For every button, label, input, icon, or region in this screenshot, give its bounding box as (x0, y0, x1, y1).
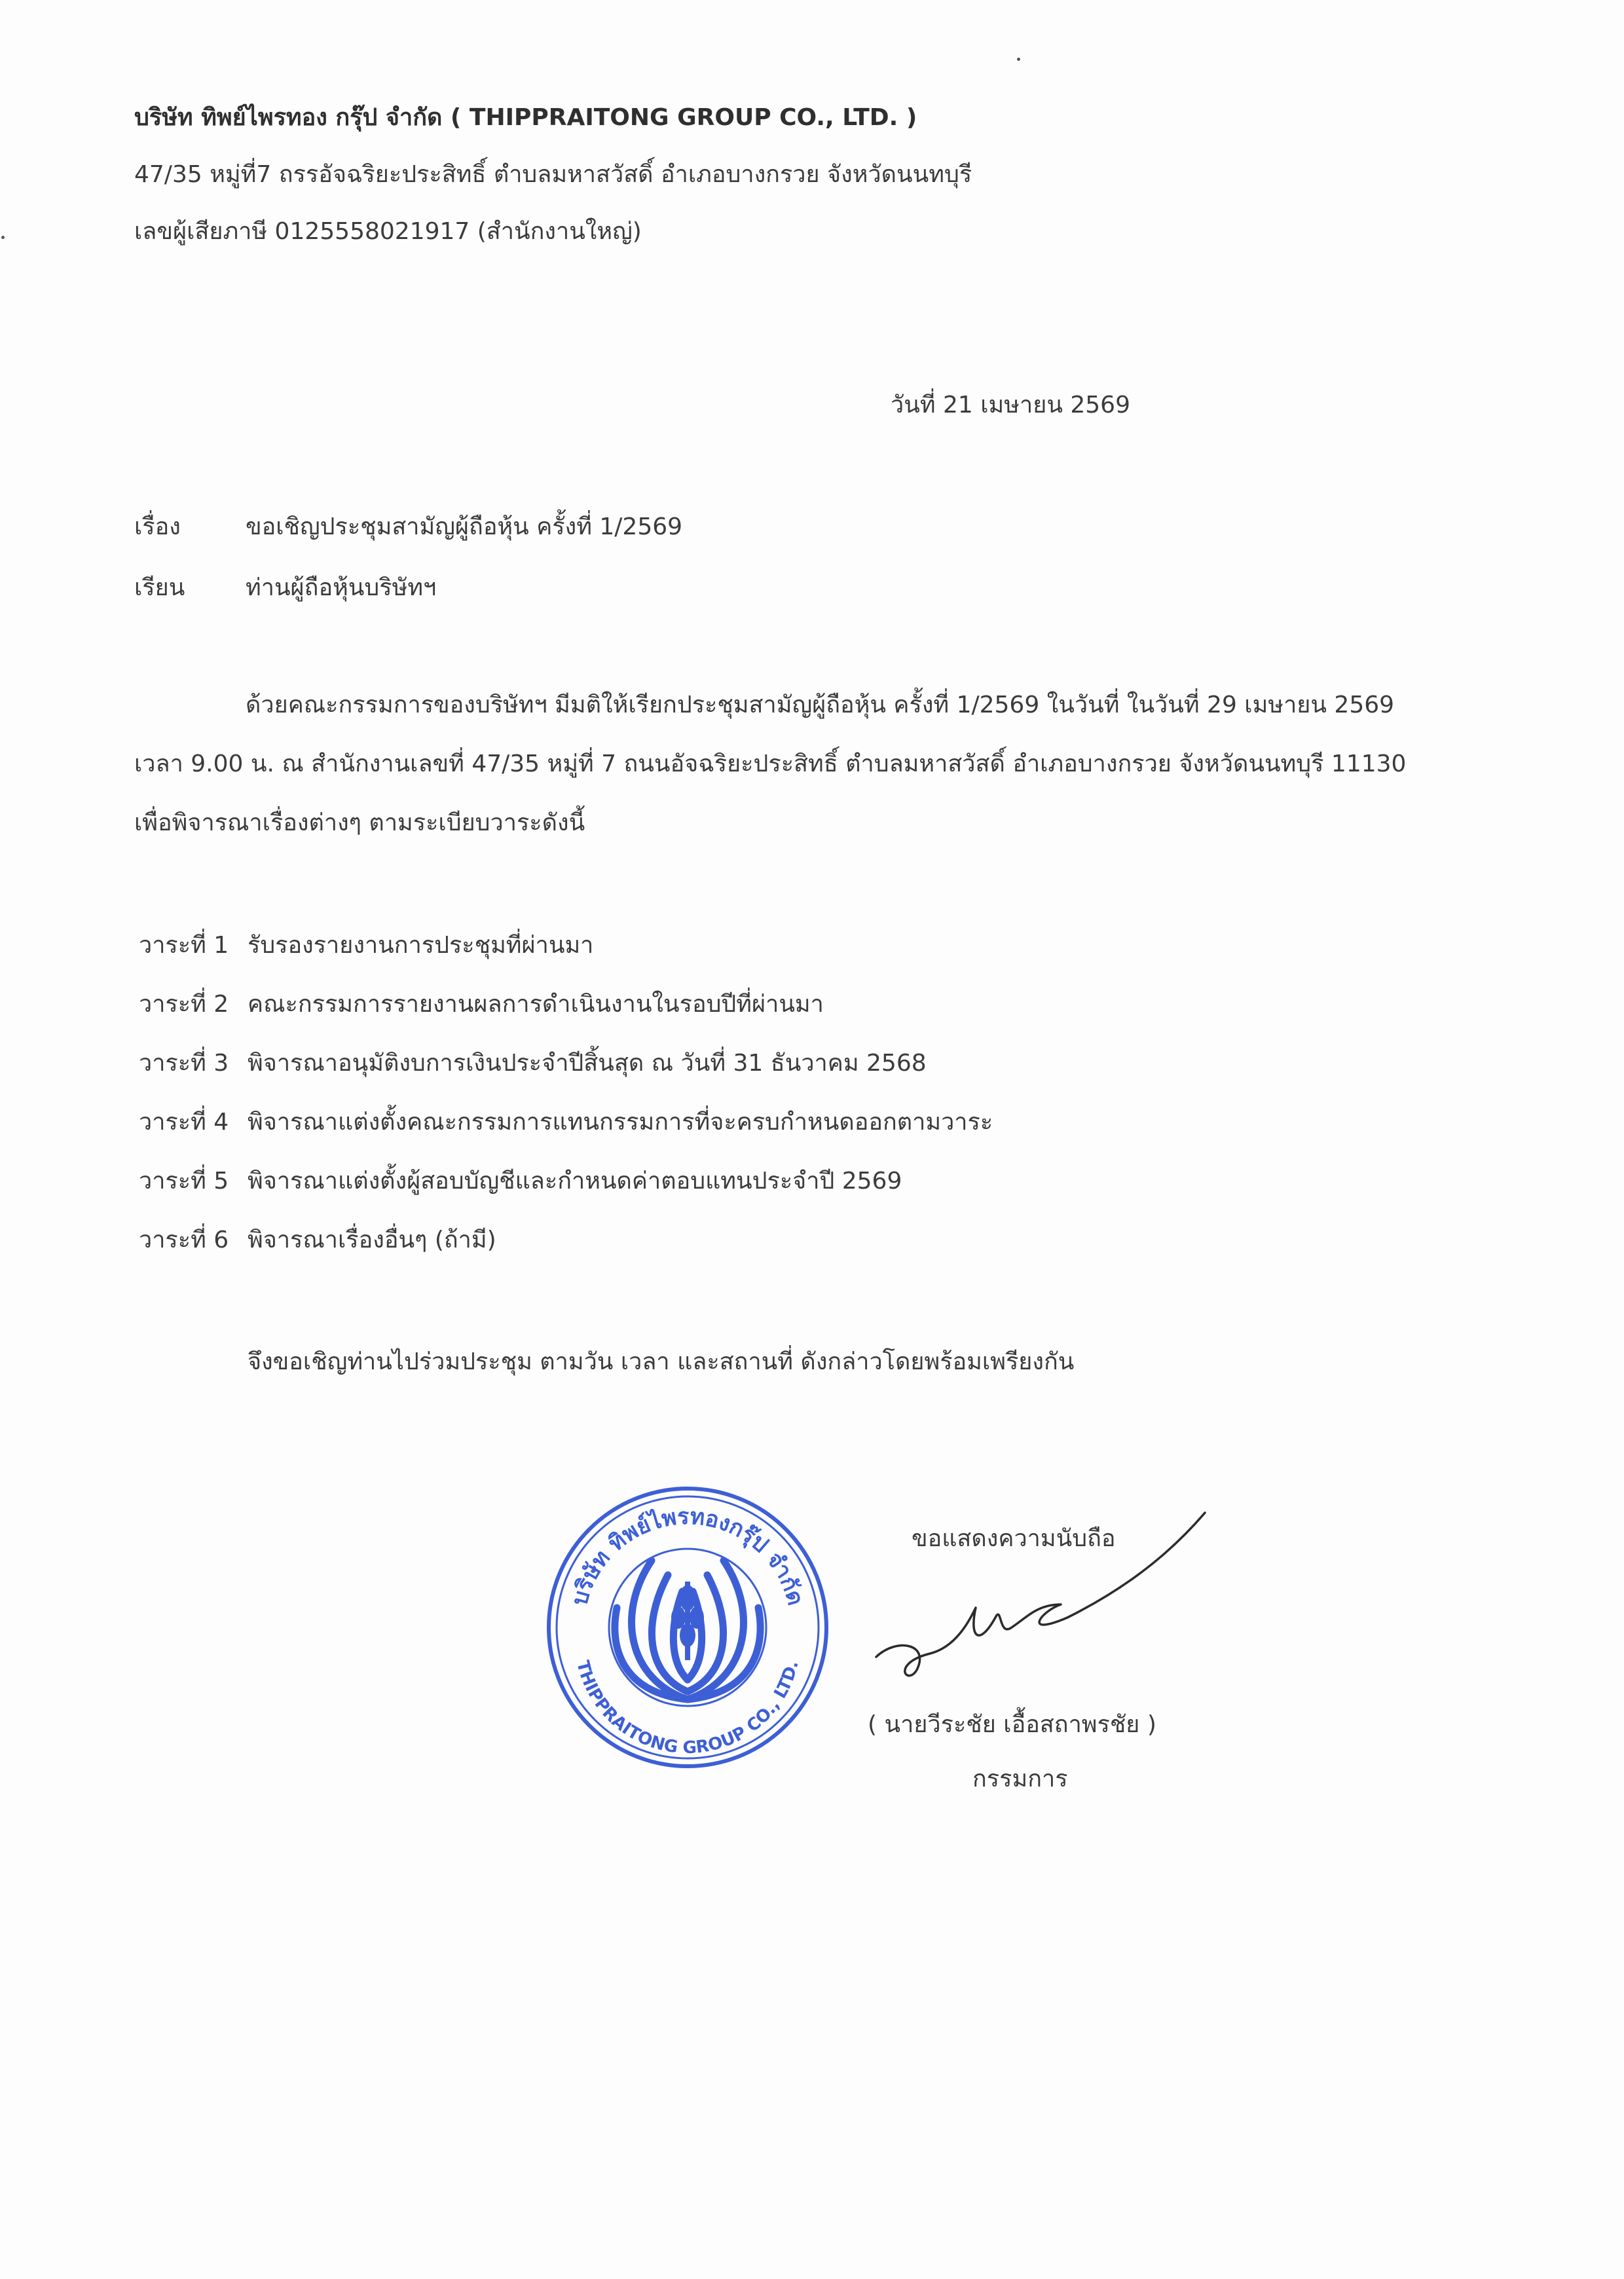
agenda-label: วาระที่ 4 (139, 1109, 229, 1136)
regards-text: ขอแสดงความนับถือ (912, 1525, 1116, 1552)
subject-text: ขอเชิญประชุมสามัญผู้ถือหุ้น ครั้งที่ 1/2569 (246, 513, 683, 540)
agenda-label: วาระที่ 3 (139, 1050, 229, 1077)
agenda-label: วาระที่ 6 (139, 1227, 229, 1253)
agenda-text: พิจารณาเรื่องอื่นๆ (ถ้ามี) (248, 1227, 496, 1253)
agenda-text: รับรองรายงานการประชุมที่ผ่านมา (248, 932, 594, 959)
agenda-text: พิจารณาอนุมัติงบการเงินประจำปีสิ้นสุด ณ วันที่ 31 ธันวาคม 2568 (248, 1050, 927, 1077)
signature (871, 1506, 1211, 1690)
stamp-thai-text: บริษัท ทิพย์ไพรทองกรุ๊ป จำกัด (566, 1503, 809, 1608)
subject-label: เรื่อง (134, 513, 181, 540)
company-name: บริษัท ทิพย์ไพรทอง กรุ๊ป จำกัด ( THIPPRAITONG GROUP CO., LTD. ) (134, 104, 917, 131)
body-line-2: เวลา 9.00 น. ณ สำนักงานเลขที่ 47/35 หมู่ที่ 7 ถนนอัจฉริยะประสิทธิ์ ตำบลมหาสวัสดิ์ อำเภอบางกรวย จังหวัดนนทบุรี 11130 (134, 750, 1407, 777)
recipient-label: เรียน (134, 574, 185, 601)
agenda-text: พิจารณาแต่งตั้งผู้สอบบัญชีและกำหนดค่าตอบแทนประจำปี 2569 (248, 1168, 902, 1195)
recipient-text: ท่านผู้ถือหุ้นบริษัทฯ (246, 574, 437, 601)
tax-id: เลขผู้เสียภาษี 0125558021917 (สำนักงานใหญ่) (134, 218, 642, 245)
closing-sentence: จึงขอเชิญท่านไปร่วมประชุม ตามวัน เวลา และสถานที่ ดังกล่าวโดยพร้อมเพรียงกัน (248, 1348, 1075, 1375)
company-stamp (544, 1483, 832, 1771)
letter-date: วันที่ 21 เมษายน 2569 (891, 392, 1130, 418)
body-line-3: เพื่อพิจารณาเรื่องต่างๆ ตามระเบียบวาระดังนี้ (134, 809, 585, 836)
agenda-label: วาระที่ 1 (139, 932, 229, 959)
signer-name: ( นายวีระชัย เอื้อสถาพรชัย ) (868, 1711, 1156, 1738)
paper-speck (1, 236, 5, 239)
company-address: 47/35 หมู่ที่7 ถรรอัจฉริยะประสิทธิ์ ตำบลมหาสวัสดิ์ อำเภอบางกรวย จังหวัดนนทบุรี (134, 161, 972, 188)
agenda-text: คณะกรรมการรายงานผลการดำเนินงานในรอบปีที่ผ่านมา (248, 991, 824, 1018)
stamp-english-text: THIPPRAITONG GROUP CO., LTD. (572, 1658, 803, 1758)
agenda-label: วาระที่ 2 (139, 991, 229, 1018)
body-line-1: ด้วยคณะกรรมการของบริษัทฯ มีมติให้เรียกประชุมสามัญผู้ถือหุ้น ครั้งที่ 1/2569 ในวันที่ ในวันที่ 29 เมษายน 2569 (246, 692, 1395, 718)
paper-speck (1017, 58, 1020, 61)
signer-position: กรรมการ (972, 1766, 1068, 1792)
agenda-text: พิจารณาแต่งตั้งคณะกรรมการแทนกรรมการที่จะครบกำหนดออกตามวาระ (248, 1109, 993, 1136)
agenda-label: วาระที่ 5 (139, 1168, 229, 1195)
